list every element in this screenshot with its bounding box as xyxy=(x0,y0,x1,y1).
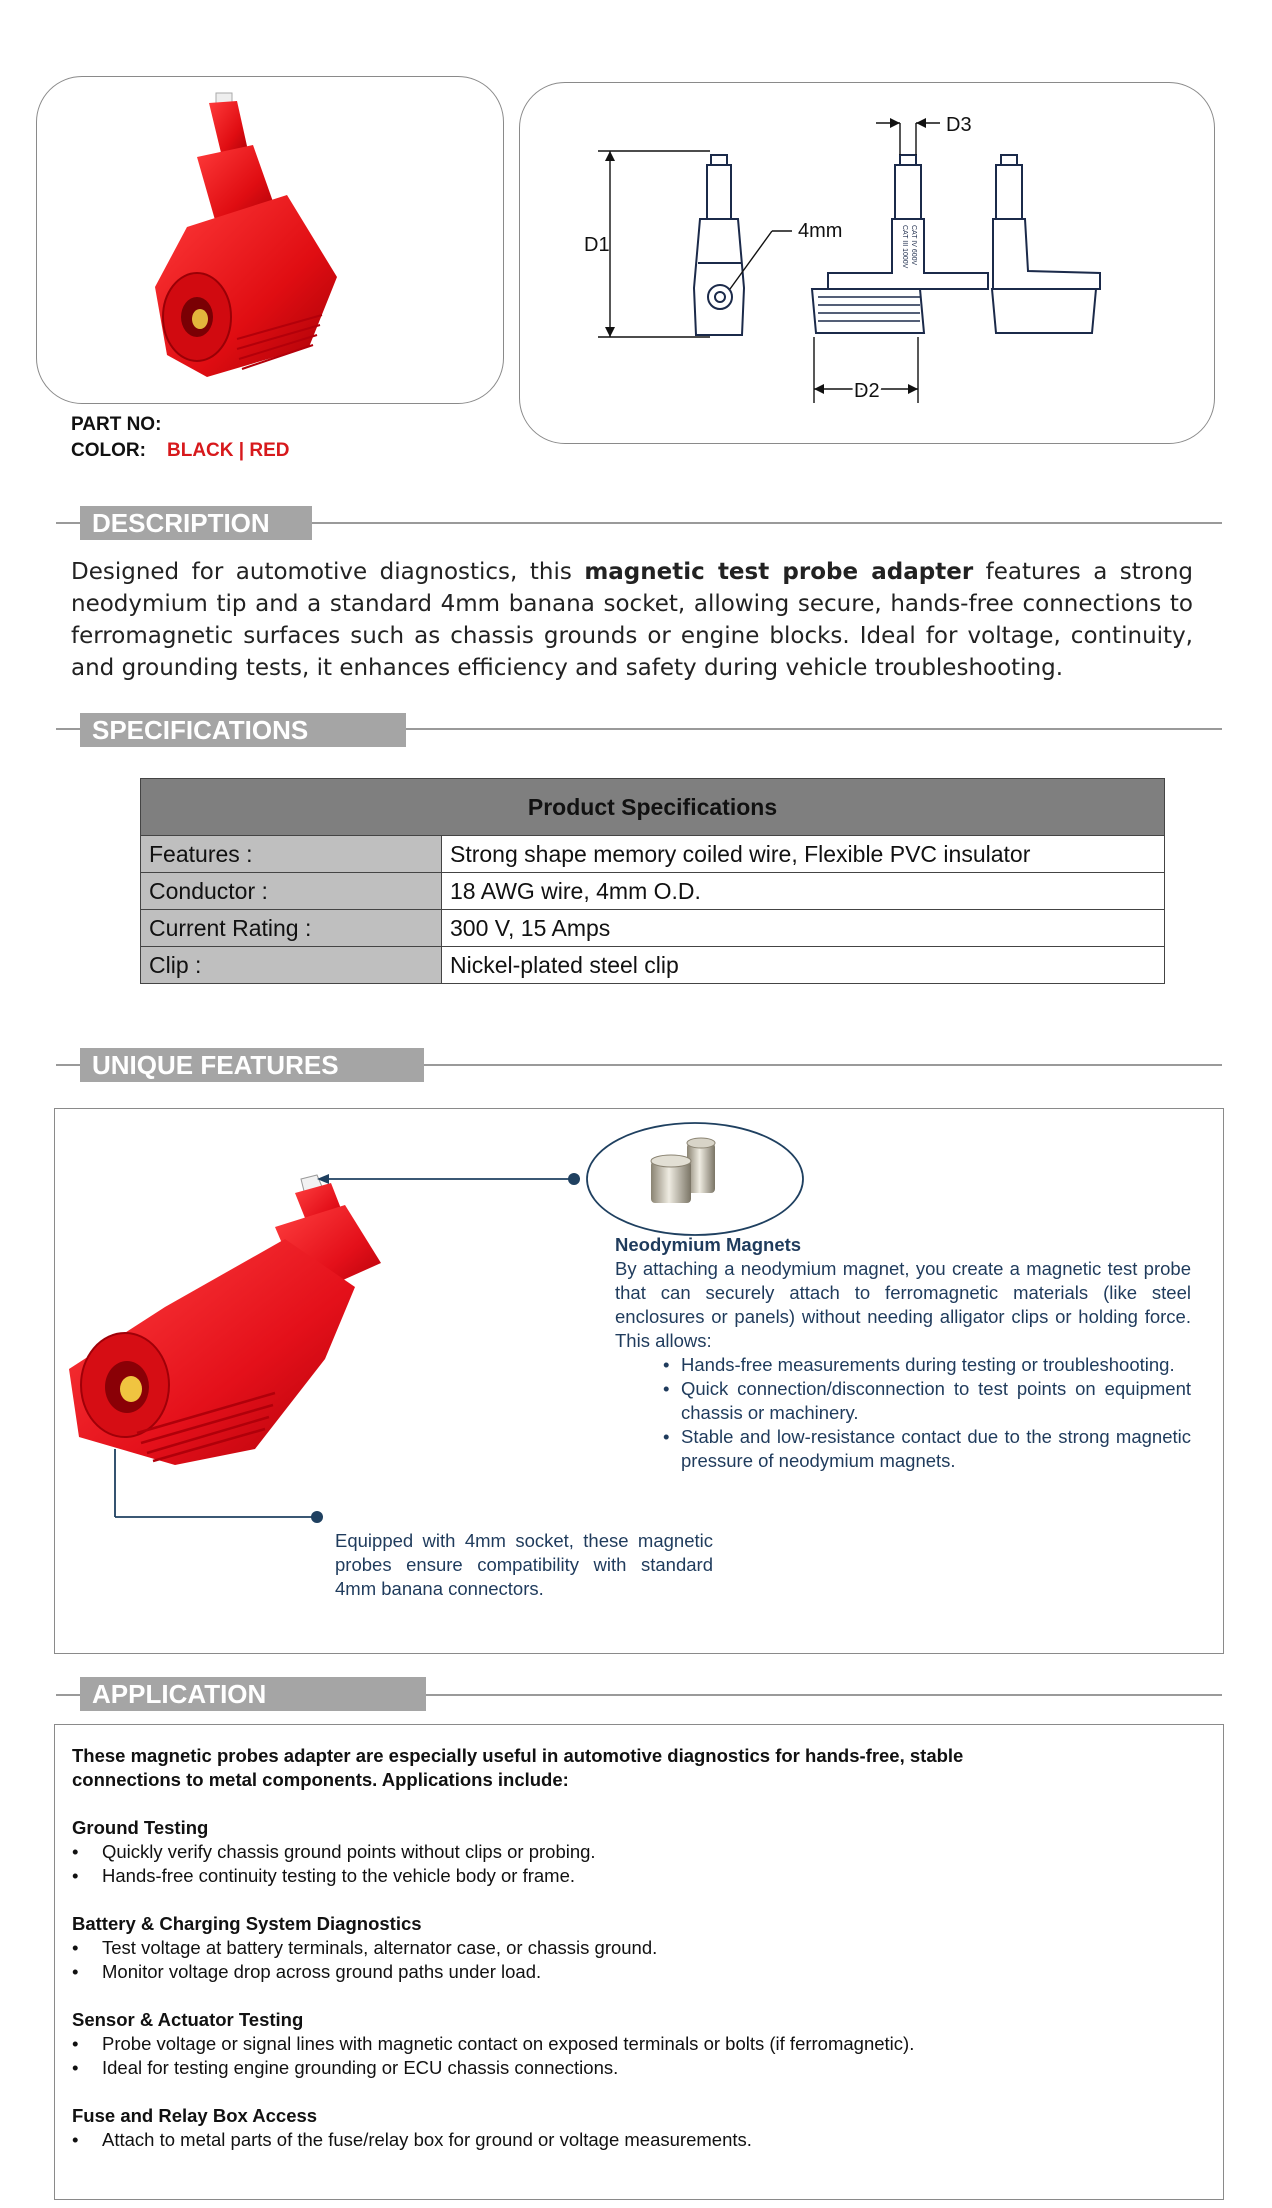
spec-key: Features : xyxy=(141,836,442,873)
magnet-title: Neodymium Magnets xyxy=(615,1234,802,1255)
part-no-label: PART NO: xyxy=(71,414,162,435)
unique-features-heading: UNIQUE FEATURES xyxy=(80,1048,424,1082)
spec-value: Nickel-plated steel clip xyxy=(442,947,1165,984)
application-content xyxy=(72,1744,1222,2152)
application-group-heading: Fuse and Relay Box Access xyxy=(72,2105,318,2126)
table-row xyxy=(141,836,1165,873)
spec-key: Current Rating : xyxy=(141,910,442,947)
socket-description: Equipped with 4mm socket, these magnetic probes ensure compatibility with standard 4mm banana connectors. xyxy=(335,1530,713,1599)
spec-table-title: Product Specifications xyxy=(141,779,1165,836)
product-photo-card xyxy=(36,76,504,404)
unique-features-box xyxy=(54,1108,1224,1654)
description-heading: DESCRIPTION xyxy=(80,506,312,540)
description-text-end: features a strong neodymium tip and a standard 4mm banana socket, allowing secure, hands-free connections to ferromagnetic surfaces such as chassis grounds or engine blocks. Ideal for voltage, continuity, and grounding tests, it enhances efficiency and safety during vehicle troubleshooting. xyxy=(71,559,1193,681)
dim-d1-label: D1 xyxy=(584,234,610,256)
spec-key: Clip : xyxy=(141,947,442,984)
list-item: • Monitor voltage drop across ground paths under load. xyxy=(72,1960,1222,1984)
magnet-description: By attaching a neodymium magnet, you create a magnetic test probe that can securely attach to ferromagnetic materials (like steel enclosures or panels) without needing alligator clips or holding force. This allows: xyxy=(615,1258,1191,1351)
table-row xyxy=(141,910,1165,947)
description-text xyxy=(71,556,1193,684)
list-item: • Attach to metal parts of the fuse/relay box for ground or voltage measurements. xyxy=(72,2128,1222,2152)
application-group-heading: Battery & Charging System Diagnostics xyxy=(72,1913,422,1934)
spec-value: Strong shape memory coiled wire, Flexible PVC insulator xyxy=(442,836,1165,873)
specifications-table xyxy=(140,778,1165,984)
color-label: COLOR: xyxy=(71,440,146,461)
spec-value: 300 V, 15 Amps xyxy=(442,910,1165,947)
list-item: • Test voltage at battery terminals, alternator case, or chassis ground. xyxy=(72,1936,1222,1960)
description-text-start: Designed for automotive diagnostics, this xyxy=(71,559,585,585)
dim-socket-label: 4mm xyxy=(798,220,843,242)
list-item: • Quick connection/disconnection to test points on equipment chassis or machinery. xyxy=(681,1377,1191,1425)
list-item: • Stable and low-resistance contact due to the strong magnetic pressure of neodymium magnets. xyxy=(681,1425,1191,1473)
application-group-heading: Sensor & Actuator Testing xyxy=(72,2009,304,2030)
spec-value: 18 AWG wire, 4mm O.D. xyxy=(442,873,1165,910)
description-text-bold: magnetic test probe adapter xyxy=(584,559,974,585)
application-heading: APPLICATION xyxy=(80,1677,426,1711)
cat-rating-text-2: CAT IV 600V xyxy=(910,225,917,266)
dim-d2-label: D2 xyxy=(854,380,880,402)
neodymium-magnets-block xyxy=(615,1233,1191,1473)
cat-rating-text-1: CAT III 1000V xyxy=(901,225,908,269)
table-row xyxy=(141,873,1165,910)
spec-key: Conductor : xyxy=(141,873,442,910)
table-row xyxy=(141,947,1165,984)
list-item: • Quickly verify chassis ground points without clips or probing. xyxy=(72,1840,1222,1864)
application-intro: These magnetic probes adapter are especially useful in automotive diagnostics for hands-free, stable connections to metal components. Applications include: xyxy=(72,1745,964,1790)
dimension-drawing-card xyxy=(519,82,1215,444)
list-item: • Ideal for testing engine grounding or ECU chassis connections. xyxy=(72,2056,1222,2080)
dimension-drawing xyxy=(520,83,1214,443)
red-probe-adapter-image xyxy=(37,77,503,403)
list-item: • Hands-free measurements during testing or troubleshooting. xyxy=(681,1353,1191,1377)
application-group-heading: Ground Testing xyxy=(72,1817,209,1838)
magnet-benefits-list xyxy=(615,1353,1191,1473)
list-item: • Probe voltage or signal lines with magnetic contact on exposed terminals or bolts (if ferromagnetic). xyxy=(72,2032,1222,2056)
color-value: BLACK | RED xyxy=(167,440,290,461)
dim-d3-label: D3 xyxy=(946,114,972,136)
specifications-heading: SPECIFICATIONS xyxy=(80,713,406,747)
list-item: • Hands-free continuity testing to the vehicle body or frame. xyxy=(72,1864,1222,1888)
